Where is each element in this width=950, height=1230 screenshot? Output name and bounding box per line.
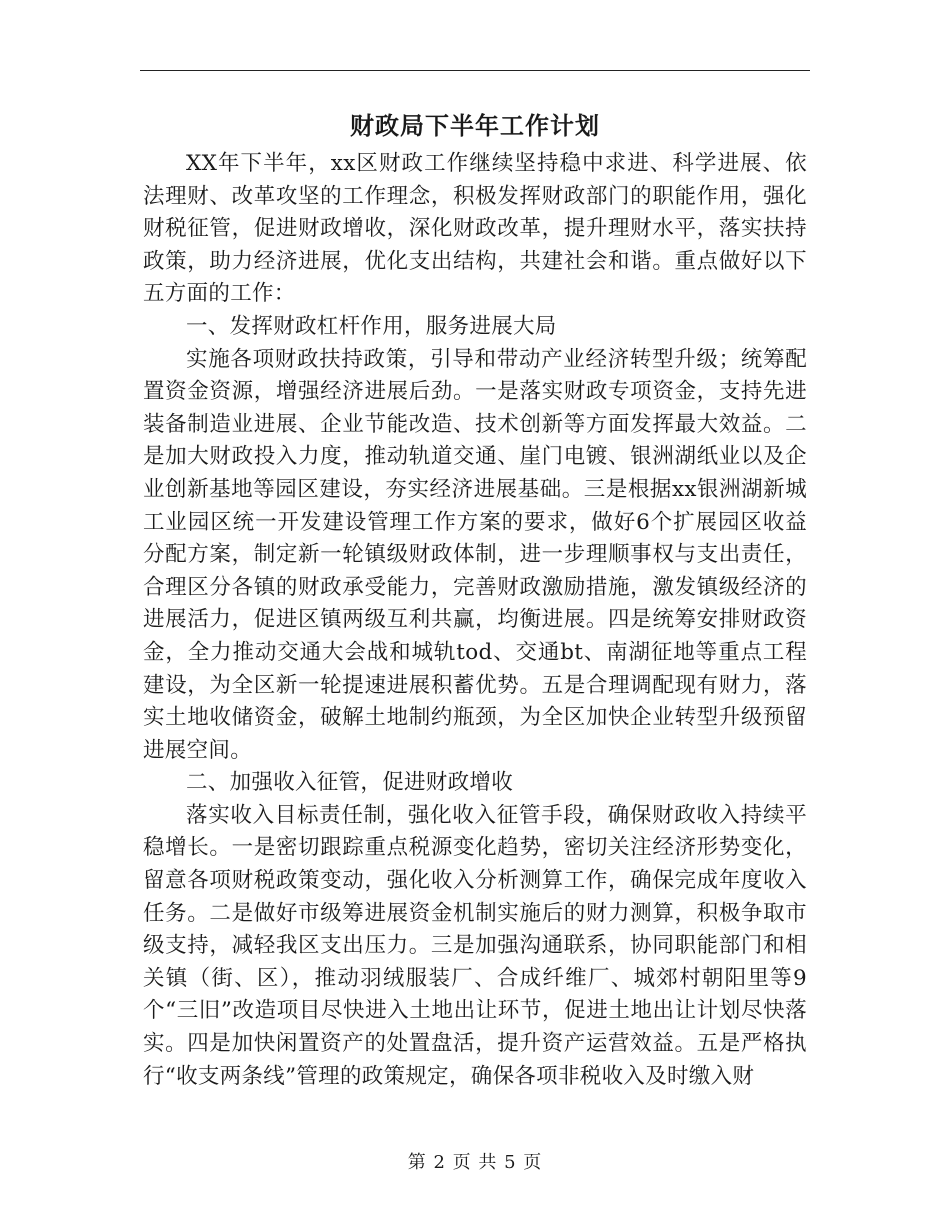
section-heading-2: 二、加强收入征管，促进财政增收: [186, 770, 514, 796]
section-heading-1: 一、发挥财政杠杆作用，服务进展大局: [186, 313, 557, 339]
document-title: 财政局下半年工作计划: [350, 111, 600, 140]
paragraph-section-1: 实施各项财政扶持政策，引导和带动产业经济转型升级；统筹配置资金资源，增强经济进展后劲。一是落实财政专项资金，支持先进装备制造业进展、企业节能改造、技术创新等方面发挥最大效益。二是加大财政投入力度，推动轨道交通、崖门电镀、银洲湖纸业以及企业创新基地等园区建设，夯实经济进展基础。三是根据xx银洲湖新城工业园区统一开发建设管理工作方案的要求，做好6个扩展园区收益分配方案，制定新一轮镇级财政体制，进一步理顺事权与支出责任，合理区分各镇的财政承受能力，完善财政激励措施，激发镇级经济的进展活力，促进区镇两级互利共赢，均衡进展。四是统筹安排财政资金，全力推动交通大会战和城轨tod、交通bt、南湖征地等重点工程建设，为全区新一轮提速进展积蓄优势。五是合理调配现有财力，落实土地收储资金，破解土地制约瓶颈，为全区加快企业转型升级预留进展空间。: [143, 346, 807, 763]
header-rule: [140, 70, 810, 71]
paragraph-intro: XX年下半年，xx区财政工作继续坚持稳中求进、科学进展、依法理财、改革攻坚的工作理念，积极发挥财政部门的职能作用，强化财税征管，促进财政增收，深化财政改革，提升理财水平，落实扶持政策，助力经济进展，优化支出结构，共建社会和谐。重点做好以下五方面的工作：: [143, 151, 807, 307]
document-body: [143, 148, 807, 1093]
page-number-footer: 第 2 页 共 5 页: [407, 1152, 543, 1173]
paragraph-section-2: 落实收入目标责任制，强化收入征管手段，确保财政收入持续平稳增长。一是密切跟踪重点税源变化趋势，密切关注经济形势变化，留意各项财税政策变动，强化收入分析测算工作，确保完成年度收入任务。二是做好市级筹进展资金机制实施后的财力测算，积极争取市级支持，减轻我区支出压力。三是加强沟通联系，协同职能部门和相关镇（街、区），推动羽绒服装厂、合成纤维厂、城郊村朝阳里等9个“三旧”改造项目尽快进入土地出让环节，促进土地出让计划尽快落实。四是加快闲置资产的处置盘活，提升资产运营效益。五是严格执行“收支两条线”管理的政策规定，确保各项非税收入及时缴入财: [143, 802, 807, 1089]
